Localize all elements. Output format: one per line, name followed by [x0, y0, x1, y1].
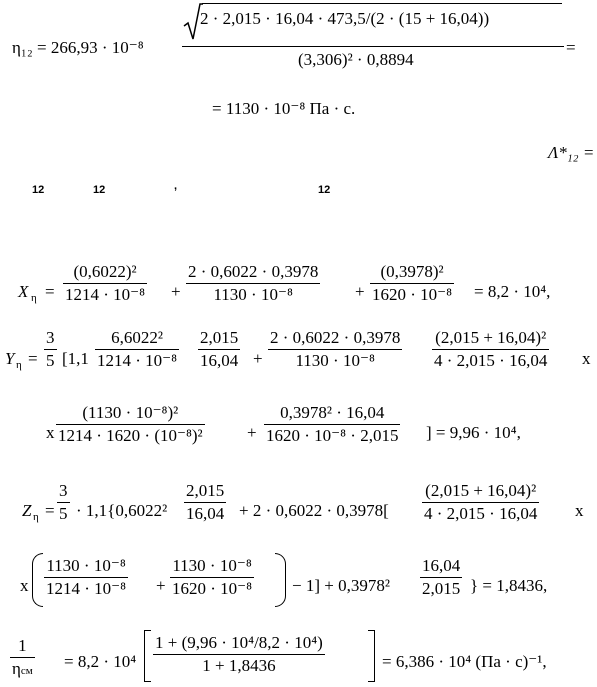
- z-b-denominator: 4 · 2,015 · 16,04: [424, 504, 538, 523]
- z-b-fraction: [422, 481, 539, 524]
- z2-right-paren: [275, 553, 286, 607]
- final-lhs-denominator: [10, 657, 35, 681]
- z-mid2: + 2 · 0,6022 · 0,3978[: [239, 501, 389, 520]
- z-mid: · 1,1{0,6022²: [76, 501, 168, 520]
- final-lhs-subscript: см: [20, 665, 33, 677]
- z2-a-denominator: 1214 · 10⁻⁸: [46, 579, 127, 598]
- x-term3-denominator: 1620 · 10⁻⁸: [372, 285, 453, 304]
- z-times: x: [575, 501, 584, 520]
- final-eq-coef: = 8,2 · 10⁴: [64, 652, 137, 671]
- y-times: x: [582, 349, 591, 368]
- y-eta-symbol: Y: [5, 349, 15, 368]
- x-result: = 8,2 · 10⁴,: [474, 282, 551, 301]
- radical-overline: [202, 3, 562, 4]
- y2-plus: +: [247, 423, 257, 442]
- z-a-fraction: [184, 481, 226, 524]
- eta12-denominator: (3,306)² · 0,8894: [298, 50, 414, 69]
- z-eta-symbol: Z: [22, 501, 32, 520]
- y-e-numerator: (2,015 + 16,04)²: [435, 328, 547, 347]
- eta12-equals: =: [566, 38, 576, 57]
- y2-b-denominator: 1620 · 10⁻⁸ · 2,015: [266, 426, 399, 445]
- y2-b-fraction: [264, 403, 400, 446]
- z-coef-numerator: 3: [59, 481, 68, 500]
- sqrt-content: 2 · 2,015 · 16,04 · 473,5/(2 · (15 + 16,04)): [200, 9, 490, 28]
- y-e-fraction: [432, 328, 549, 371]
- z2-b-denominator: 1620 · 10⁻⁸: [172, 579, 253, 598]
- y2-times: x: [46, 423, 55, 442]
- lambda-12-label: Λ*₁₂ =: [548, 143, 595, 162]
- y-b-numerator: 2,015: [200, 328, 239, 347]
- x-eta-subscript: η: [31, 292, 37, 304]
- y-a-denominator: 1214 · 10⁻⁸: [97, 351, 178, 370]
- y-plus: +: [253, 349, 263, 368]
- final-left-bracket: [144, 630, 151, 682]
- final-main-numerator: 1 + (9,96 · 10⁴/8,2 · 10⁴): [155, 633, 323, 652]
- y2-a-denominator: 1214 · 1620 · (10⁻⁸)²: [58, 426, 203, 445]
- z2-plus: +: [156, 576, 166, 595]
- z2-a-numerator: 1130 · 10⁻⁸: [46, 556, 126, 575]
- y-coef-fraction: [44, 328, 57, 371]
- ghost-subscript: 12: [93, 184, 106, 196]
- x-equals: =: [45, 282, 55, 301]
- final-right-bracket: [368, 630, 375, 682]
- x-eta-symbol: X: [18, 282, 29, 301]
- z-coef-fraction: [57, 481, 70, 524]
- final-main-denominator: 1 + 1,8436: [153, 654, 325, 676]
- y2-a-numerator: (1130 · 10⁻⁸)²: [82, 403, 179, 422]
- y-coef-numerator: 3: [46, 328, 55, 347]
- ghost-comma: ,: [174, 180, 178, 192]
- x-term1-fraction: [63, 262, 147, 305]
- z-eta-subscript: η: [33, 511, 39, 523]
- y-d-fraction: [268, 328, 402, 371]
- eta12-result: = 1130 · 10⁻⁸ Па · с.: [212, 99, 356, 118]
- x-plus1: +: [171, 282, 181, 301]
- y-eta-subscript: η: [16, 359, 22, 371]
- ghost-subscript: 12: [318, 184, 331, 196]
- z2-b-numerator: 1130 · 10⁻⁸: [172, 556, 252, 575]
- z2-result: } = 1,8436,: [470, 576, 548, 595]
- z2-left-paren: [32, 553, 43, 607]
- z2-c-denominator: 2,015: [422, 579, 461, 598]
- y-d-denominator: 1130 · 10⁻⁸: [268, 349, 402, 371]
- y-e-denominator: 4 · 2,015 · 16,04: [434, 351, 548, 370]
- y-b-fraction: [198, 328, 240, 371]
- y2-b-numerator: 0,3978² · 16,04: [280, 403, 385, 422]
- y-b-denominator: 16,04: [200, 351, 239, 370]
- y-equals: =: [28, 349, 38, 368]
- y-a-fraction: [95, 328, 179, 371]
- z-a-denominator: 16,04: [186, 504, 225, 523]
- z-coef-denominator: 5: [59, 504, 68, 523]
- z-a-numerator: 2,015: [186, 481, 225, 500]
- y2-result: ] = 9,96 · 10⁴,: [426, 423, 521, 442]
- y-coef-denominator: 5: [46, 351, 55, 370]
- x-term2-denominator: 1130 · 10⁻⁸: [186, 283, 320, 305]
- x-term3-fraction: [370, 262, 454, 305]
- z-b-numerator: (2,015 + 16,04)²: [425, 481, 537, 500]
- fraction-bar: [182, 46, 564, 47]
- z2-b-fraction: [170, 556, 254, 599]
- x-term2-numerator: 2 · 0,6022 · 0,3978: [188, 262, 319, 281]
- y2-a-fraction: [56, 403, 205, 446]
- x-term3-numerator: (0,3978)²: [380, 262, 444, 281]
- final-lhs-fraction: [10, 636, 35, 681]
- final-lhs-eta: η: [12, 659, 21, 678]
- z-equals: =: [45, 501, 55, 520]
- z2-c-fraction: [420, 556, 462, 599]
- final-result: = 6,386 · 10⁴ (Па · с)⁻¹,: [382, 652, 547, 671]
- x-term2-fraction: [186, 262, 320, 305]
- eta12-lhs: η₁₂ = 266,93 · 10⁻⁸: [12, 38, 144, 57]
- z2-times: x: [20, 576, 29, 595]
- final-main-fraction: [153, 633, 325, 676]
- y-a-numerator: 6,6022²: [111, 328, 163, 347]
- x-term1-denominator: 1214 · 10⁻⁸: [65, 285, 146, 304]
- z2-a-fraction: [44, 556, 128, 599]
- z2-tail: − 1] + 0,3978²: [292, 576, 390, 595]
- ghost-subscript: 12: [32, 184, 45, 196]
- y-open-bracket: [1,1: [62, 349, 89, 368]
- final-lhs-numerator: 1: [18, 636, 27, 655]
- z2-c-numerator: 16,04: [422, 556, 461, 575]
- x-term1-numerator: (0,6022)²: [73, 262, 137, 281]
- x-plus2: +: [355, 282, 365, 301]
- y-d-numerator: 2 · 0,6022 · 0,3978: [270, 328, 401, 347]
